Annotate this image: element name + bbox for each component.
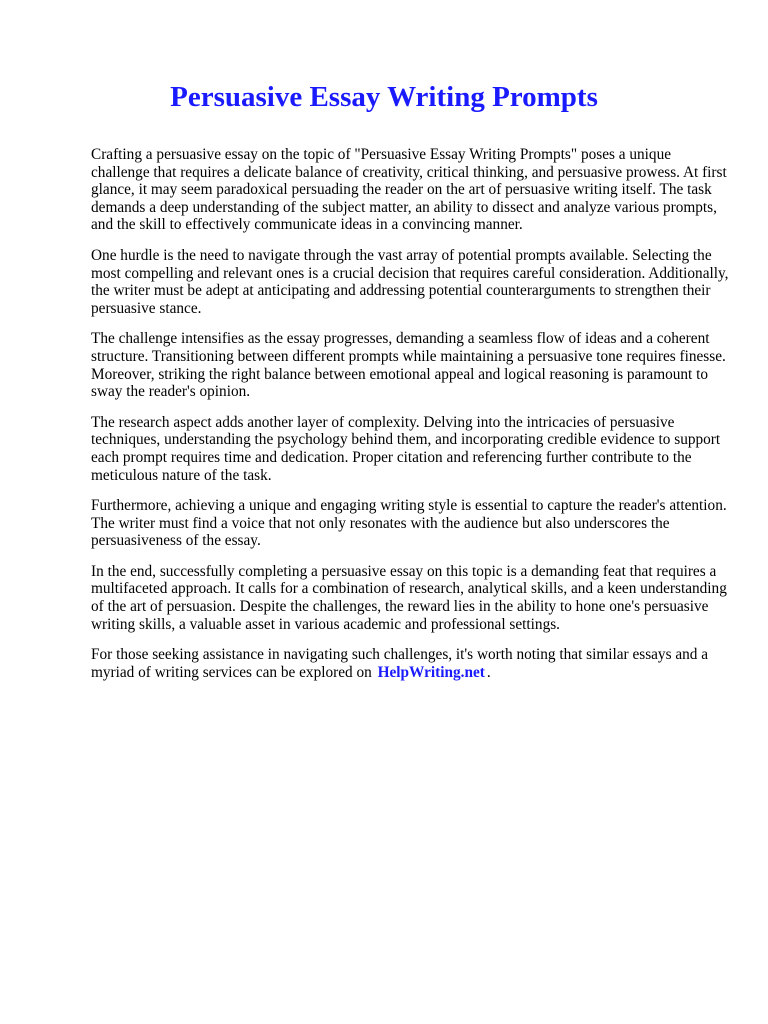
paragraph-research: The research aspect adds another layer of complexity. Delving into the intricacies of persuasive techniques, understanding the psychology behind them, and incorporating credible evidence to support each prompt requires time and dedication. Proper citation and referencing further contribute to the meticulous nature of the task.	[91, 413, 721, 484]
paragraph-writing-style: Furthermore, achieving a unique and engaging writing style is essential to capture the reader's attention. The writer must find a voice that not only resonates with the audience but also underscores the persuasiveness of the essay.	[91, 497, 727, 550]
closing-text: For those seeking assistance in navigating such challenges, it's worth noting that similar essays and a myriad of writing services can be explored on	[91, 646, 709, 681]
document-body	[91, 146, 731, 694]
paragraph-structure-challenge: The challenge intensifies as the essay progresses, demanding a seamless flow of ideas and a coherent structure. Transitioning between different prompts while maintaining a persuasive tone requires finesse. Moreover, striking the right balance between emotional appeal and logical reasoning is paramount to sway the reader's opinion.	[91, 330, 726, 401]
paragraph-intro: Crafting a persuasive essay on the topic of "Persuasive Essay Writing Prompts" poses a unique challenge that requires a delicate balance of creativity, critical thinking, and persuasive prowess. At first glance, it may seem paradoxical persuading the reader on the art of persuasive writing itself. The task demands a deep understanding of the subject matter, an ability to dissect and analyze various prompts, and the skill to effectively communicate ideas in a convincing manner.	[91, 146, 727, 234]
document-title: Persuasive Essay Writing Prompts	[170, 81, 598, 113]
closing-period: .	[486, 663, 491, 681]
paragraph-conclusion: In the end, successfully completing a persuasive essay on this topic is a demanding feat that requires a multifaceted approach. It calls for a combination of research, analytical skills, and a keen understanding of the art of persuasion. Despite the challenges, the reward lies in the ability to hone one's persuasive writing skills, a valuable asset in various academic and professional settings.	[91, 562, 727, 633]
paragraph-prompts-hurdle: One hurdle is the need to navigate through the vast array of potential prompts available. Selecting the most compelling and relevant ones is a crucial decision that requires careful consideration. Additionally, the writer must be adept at anticipating and addressing potential counterarguments to strengthen their persuasive stance.	[91, 246, 729, 317]
helpwriting-link[interactable]: HelpWriting.net	[377, 663, 485, 681]
paragraph-closing	[91, 646, 731, 681]
